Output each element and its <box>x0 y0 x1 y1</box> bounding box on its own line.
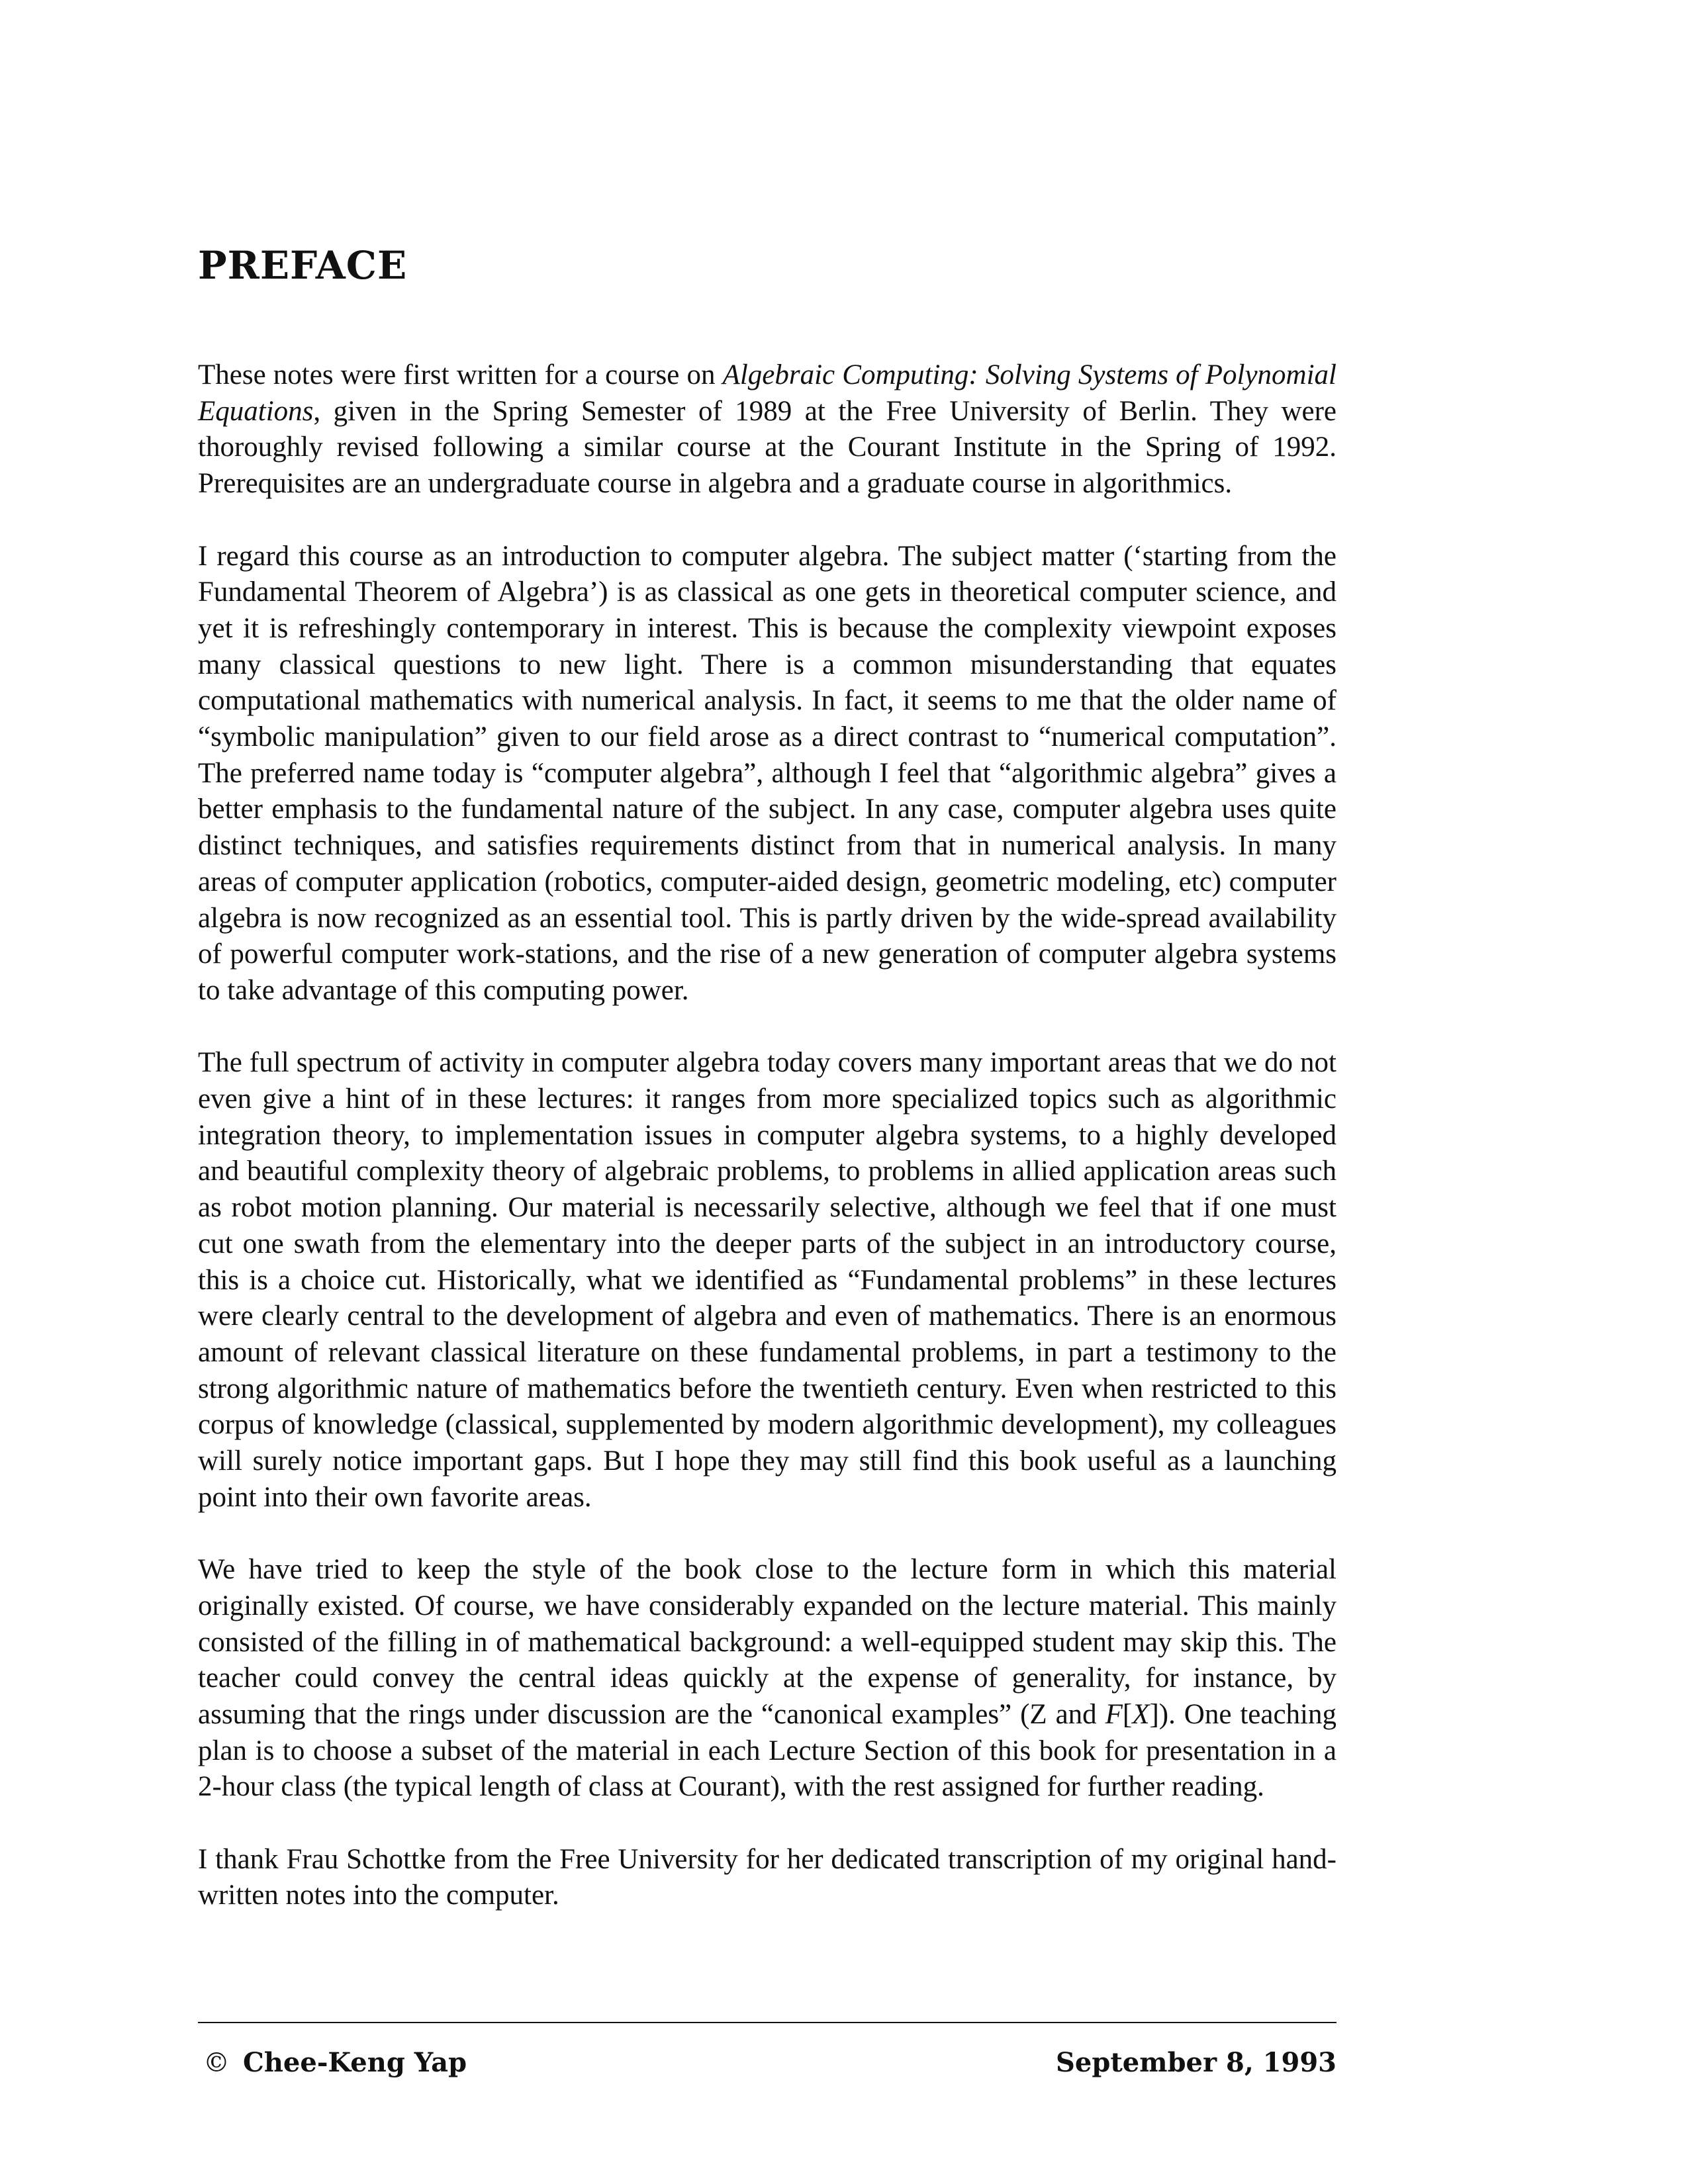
page-title: PREFACE <box>198 243 408 288</box>
text-run: [ <box>1122 1698 1133 1730</box>
page-footer <box>198 2048 1336 2077</box>
author-name: Chee-Keng Yap <box>243 2047 467 2078</box>
preface-body <box>198 357 1336 1914</box>
italic-run: F <box>1105 1698 1123 1730</box>
paragraph-1 <box>198 357 1336 502</box>
italic-run: X <box>1132 1698 1150 1730</box>
copyright-notice <box>198 2048 467 2077</box>
italic-run: Algebraic Computing: Solving Systems of Polynomial Equations <box>198 359 1336 427</box>
text-run: I thank Frau Schottke from the Free University for her dedicated transcription of my original hand-written notes into the computer. <box>198 1843 1336 1911</box>
paragraph-4 <box>198 1552 1336 1805</box>
copyright-symbol: © <box>203 2048 230 2078</box>
text-run: , given in the Spring Semester of 1989 at the Free University of Berlin. They were thoroughly revised following a similar course at the Courant Institute in the Spring of 1992. Prerequisites are an undergraduate course in algebra and a graduate course in algorithmics. <box>198 395 1336 500</box>
paragraph-2 <box>198 539 1336 1009</box>
footer-date: September 8, 1993 <box>1056 2047 1336 2078</box>
text-run: We have tried to keep the style of the book close to the lecture form in which this material originally existed. Of course, we have considerably expanded on the lecture material. This mainly consisted of the filling in of mathematical background: a well-equipped student may skip this. The teacher could convey the central ideas quickly at the expense of generality, for instance, by assuming that the rings under discussion are the “canonical examples” (Z and <box>198 1554 1336 1730</box>
text-run: The full spectrum of activity in computer algebra today covers many important areas that we do not even give a hint of in these lectures: it ranges from more specialized topics such as algorithmic integration theory, to implementation issues in computer algebra systems, to a highly developed and beautiful complexity theory of algebraic problems, to problems in allied application areas such as robot motion planning. Our material is necessarily selective, although we feel that if one must cut one swath from the elementary into the deeper parts of the subject in an introductory course, this is a choice cut. Historically, what we identified as “Fundamental problems” in these lectures were clearly central to the development of algebra and even of mathematics. There is an enormous amount of relevant classical literature on these fundamental problems, in part a testimony to the strong algorithmic nature of mathematics before the twentieth century. Even when restricted to this corpus of knowledge (classical, supplemented by modern algorithmic development), my colleagues will surely notice important gaps. But I hope they may still find this book useful as a launching point into their own favorite areas. <box>198 1047 1336 1513</box>
text-run: ]). One teaching plan is to choose a subset of the material in each Lecture Section of this book for presentation in a 2-hour class (the typical length of class at Courant), with the rest assigned for further reading. <box>198 1698 1336 1803</box>
paragraph-5 <box>198 1842 1336 1914</box>
paragraph-3 <box>198 1045 1336 1516</box>
text-run: These notes were first written for a course on <box>198 359 723 390</box>
footer-rule <box>198 2022 1336 2023</box>
text-run: I regard this course as an introduction to computer algebra. The subject matter (‘starting from the Fundamental Theorem of Algebra’) is as classical as one gets in theoretical computer science, and yet it is refreshingly contemporary in interest. This is because the complexity viewpoint exposes many classical questions to new light. There is a common misunderstanding that equates computational mathematics with numerical analysis. In fact, it seems to me that the older name of “symbolic manipulation” given to our field arose as a direct contrast to “numerical computation”. The preferred name today is “computer algebra”, although I feel that “algorithmic algebra” gives a better emphasis to the fundamental nature of the subject. In any case, computer algebra uses quite distinct techniques, and satisfies requirements distinct from that in numerical analysis. In many areas of computer application (robotics, computer-aided design, geometric modeling, etc) computer algebra is now recognized as an essential tool. This is partly driven by the wide-spread availability of powerful computer work-stations, and the rise of a new generation of computer algebra systems to take advantage of this computing power. <box>198 540 1336 1006</box>
